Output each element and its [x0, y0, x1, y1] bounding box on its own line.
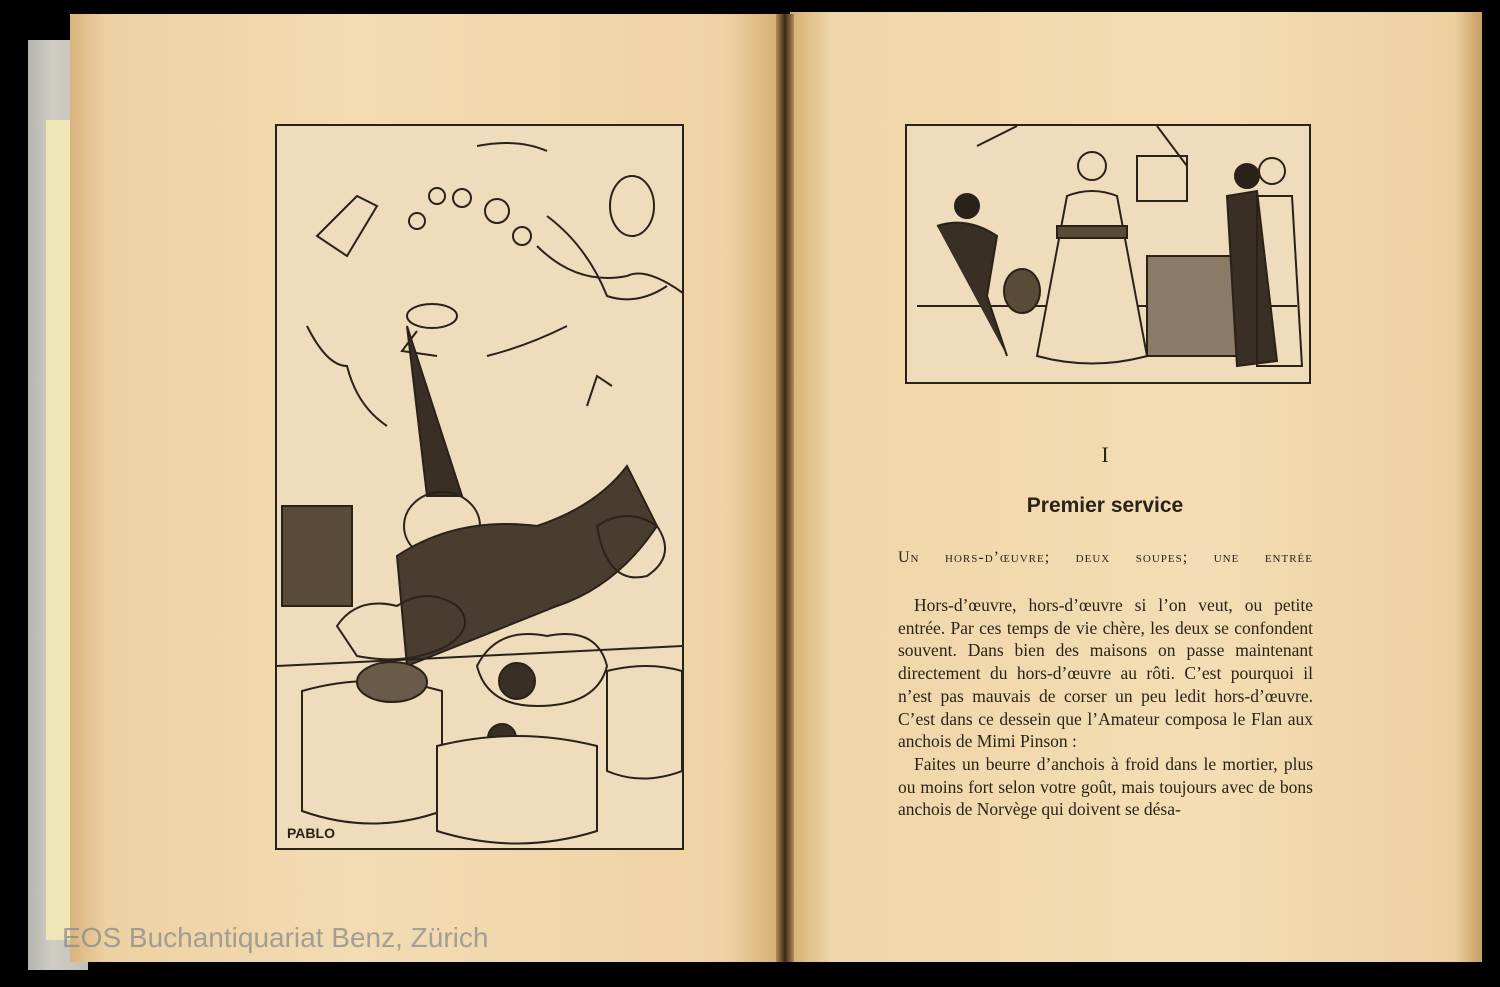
- guitarist-head-drawing: [955, 194, 979, 218]
- tavern-scene-illustration: [907, 126, 1309, 382]
- dunce-hat-drawing: [407, 326, 462, 496]
- fish2-drawing: [487, 326, 567, 356]
- paragraph: Hors-d’œuvre, hors-d’œuvre si l’on veut, ou petite entrée. Par ces temps de vie chère, les deux se confondent souvent. Dans bien des maisons on passe maintenant directement du hors-d’œuvre au rôti. C’est pourquoi il n’est pas mauvais de corser un peu ledit hors-d’œuvre. C’est dans ce dessein que l’Amateur composa le Flan aux anchois de Mimi Pinson :: [898, 595, 1313, 752]
- chef-illustration: [277, 126, 682, 848]
- mushroom-drawing: [429, 188, 445, 204]
- pot-drawing: [302, 681, 442, 824]
- chapter-subtitle: Un hors-d’œuvre; deux soupes; une entrée: [898, 549, 1313, 566]
- left-illustration: [275, 124, 684, 850]
- table-drawing: [1147, 256, 1237, 356]
- bird-drawing: [547, 216, 667, 299]
- book-drawing: [282, 506, 352, 606]
- paragraph: Faites un beurre d’anchois à froid dans le mortier, plus ou moins fort selon votre goût, mais toujours avec de bons anchois de Norvège qui doivent se désa-: [898, 753, 1313, 820]
- right-illustration: [905, 124, 1311, 384]
- waitress-drawing: [1037, 191, 1147, 364]
- wall-picture-drawing: [1137, 156, 1187, 201]
- fish-in-pot-drawing: [357, 662, 427, 702]
- illustration-signature: PABLO: [287, 825, 335, 841]
- lobster-drawing: [317, 196, 377, 256]
- waitress-head-drawing: [1078, 152, 1106, 180]
- tray-drawing: [1057, 226, 1127, 238]
- body-text: [898, 594, 1313, 821]
- watermark: EOS Buchantiquariat Benz, Zürich: [62, 922, 489, 953]
- chapter-title: Premier service: [1026, 494, 1184, 517]
- chapter-number: I: [1101, 442, 1109, 467]
- toasting-man-drawing: [1227, 191, 1277, 366]
- carrot-drawing: [477, 143, 547, 151]
- guitar-drawing: [1004, 269, 1040, 313]
- book-gutter: [776, 14, 794, 962]
- fish-drawing: [407, 304, 457, 328]
- duck-drawing: [307, 326, 387, 426]
- pointing-hand-drawing: [587, 376, 612, 406]
- guitarist-drawing: [937, 223, 1007, 356]
- ham-drawing: [610, 176, 654, 236]
- tomato-drawing: [485, 199, 509, 223]
